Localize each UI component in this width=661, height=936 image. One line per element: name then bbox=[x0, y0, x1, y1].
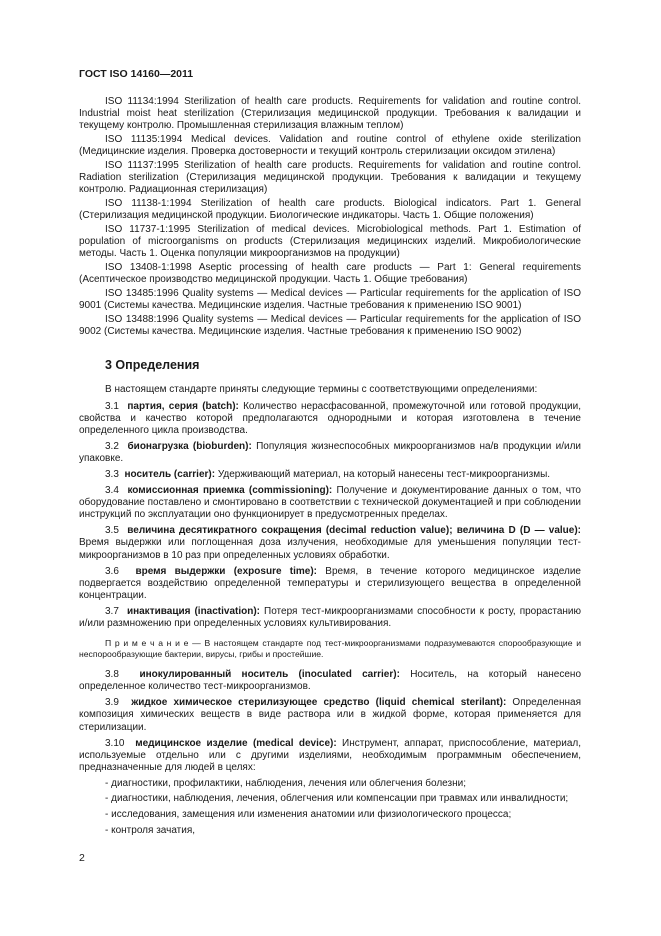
definition-3-6 bbox=[79, 566, 581, 602]
definition-term: медицинское изделие (medical device): bbox=[135, 737, 337, 749]
definition-number: 3.4 bbox=[105, 485, 119, 497]
reference-item: ISO 13408-1:1998 Aseptic processing of health care products — Part 1: General requirements (Асептическое производство медицинской продукции. Часть 1. Общие требования) bbox=[79, 262, 581, 286]
note: П р и м е ч а н и е — В настоящем стандарте под тест-микроорганизмами подразумеваются спорообразующие и неспорообразующие бактерии, вирусы, грибы и простейшие. bbox=[79, 638, 581, 660]
definition-3-1 bbox=[79, 401, 581, 437]
definition-term: бионагрузка (bioburden): bbox=[127, 440, 252, 452]
definition-term: носитель (carrier): bbox=[124, 469, 216, 481]
definition-text: Носитель, на который нанесено определенное количество тест-микроорганизмов. bbox=[79, 669, 582, 693]
definition-text: Популяция жизнеспособных микроорганизмов на/в продукции и/или упаковке. bbox=[79, 440, 581, 464]
reference-item: ISO 13488:1996 Quality systems — Medical devices — Particular requirements for the application of ISO 9002 (Системы качества. Медицинские изделия. Частные требования к применению ISO 9002) bbox=[79, 314, 581, 338]
definition-text: Инструмент, аппарат, приспособление, материал, используемые отдельно или с другими изделиями, необходимым программным обеспечением, предназначенные для людей в целях: bbox=[79, 737, 581, 773]
definition-term: жидкое химическое стерилизующее средство (liquid chemical sterilant): bbox=[131, 697, 507, 709]
purpose-list bbox=[79, 778, 581, 837]
definition-text: Определенная композиция химических веществ в виде раствора или в жидкой форме, которая применяется для стерилизации. bbox=[79, 697, 581, 733]
definition-3-9 bbox=[79, 697, 581, 733]
definition-text: Время выдержки или поглощенная доза излучения, необходимые для уменьшения популяции тест-микроорганизмов в 10 раз при определенных условиях обработки. bbox=[79, 537, 581, 561]
list-item: - исследования, замещения или изменения анатомии или физиологического процесса; bbox=[105, 809, 512, 821]
reference-item: ISO 11138-1:1994 Sterilization of health care products. Biological indicators. Part 1. General (Стерилизация медицинской продукции. Биологические индикаторы. Часть 1. Общие положения) bbox=[79, 198, 581, 222]
list-item: - контроля зачатия, bbox=[105, 824, 196, 836]
definition-term: партия, серия (batch): bbox=[127, 400, 239, 412]
definition-number: 3.1 bbox=[105, 400, 119, 412]
page-content bbox=[79, 96, 581, 840]
document-header: ГОСТ ISO 14160—2011 bbox=[79, 68, 194, 80]
definition-3-3 bbox=[79, 469, 581, 481]
definition-text: Удерживающий материал, на который нанесены тест-микроорганизмы. bbox=[215, 469, 551, 481]
definition-term: величина десятикратного сокращения (decimal reduction value); величина D (D — value): bbox=[127, 525, 582, 537]
normative-references bbox=[79, 96, 581, 338]
section-title: 3 Определения bbox=[105, 358, 200, 373]
definition-term: комиссионная приемка (commissioning): bbox=[127, 485, 333, 497]
reference-item: ISO 11737-1:1995 Sterilization of medical devices. Microbiological methods. Part 1. Estimation of population of microorganisms on products (Стерилизация медицинских изделий. Микробиологические методы. Часть 1. Оценка популяции микроорганизмов на продукции) bbox=[79, 224, 581, 260]
definition-text: Количество нерасфасованной, промежуточной или готовой продукции, свойства и качество которой предполагаются однородными и которая изготовлена в течение определенного цикла производства. bbox=[79, 400, 581, 436]
definition-number: 3.3 bbox=[105, 469, 119, 481]
definition-term: время выдержки (exposure time): bbox=[135, 565, 318, 577]
definition-term: инокулированный носитель (inoculated carrier): bbox=[139, 669, 400, 681]
list-item: - диагностики, наблюдения, лечения, облегчения или компенсации при травмах или инвалидности; bbox=[105, 793, 569, 805]
definition-number: 3.7 bbox=[105, 605, 119, 617]
definition-3-2 bbox=[79, 441, 581, 465]
page-number: 2 bbox=[79, 852, 85, 864]
definition-number: 3.9 bbox=[105, 697, 119, 709]
definition-text: Время, в течение которого медицинское изделие подвергается воздействию определенной температуры и стерилизующего вещества в определенной концентрации. bbox=[79, 565, 581, 601]
definition-text: Потеря тест-микроорганизмами способности к росту, прорастанию и/или размножению при определенных условиях культивирования. bbox=[79, 605, 582, 630]
definition-number: 3.6 bbox=[105, 565, 119, 577]
definition-3-7 bbox=[79, 606, 581, 630]
definition-number: 3.2 bbox=[105, 440, 119, 452]
definition-3-8 bbox=[79, 669, 581, 693]
definition-number: 3.5 bbox=[105, 525, 119, 537]
definition-number: 3.8 bbox=[105, 669, 119, 681]
definition-3-10 bbox=[79, 738, 581, 774]
section-intro: В настоящем стандарте приняты следующие термины с соответствующими определениями: bbox=[105, 384, 538, 396]
reference-item: ISO 11135:1994 Medical devices. Validation and routine control of ethylene oxide sterilization (Медицинские изделия. Проверка достоверности и текущий контроль стерилизации оксидом этилена) bbox=[79, 134, 581, 158]
definition-number: 3.10 bbox=[105, 737, 125, 749]
definition-3-4 bbox=[79, 485, 581, 521]
reference-item: ISO 13485:1996 Quality systems — Medical devices — Particular requirements for the application of ISO 9001 (Системы качества. Медицинские изделия. Частные требования к применению ISO 9001) bbox=[79, 288, 581, 312]
definition-3-5 bbox=[79, 525, 581, 561]
definitions bbox=[79, 384, 581, 836]
reference-item: ISO 11134:1994 Sterilization of health care products. Requirements for validation and routine control. Industrial moist heat sterilization (Стерилизация медицинской продукции. Требования к валидации и текущему контролю. Промышленная стерилизация влажным теплом) bbox=[79, 96, 581, 132]
reference-item: ISO 11137:1995 Sterilization of health care products. Requirements for validation and routine control. Radiation sterilization (Стерилизация медицинской продукции. Требования к валидации и текущему контролю. Радиационная стерилизация) bbox=[79, 160, 581, 196]
definition-text: Получение и документирование данных о том, что оборудование поставлено и смонтировано в соответствии с технической документацией и при соблюдении инструкций по эксплуатации оно функционирует в предусмотренных пределах. bbox=[79, 485, 581, 521]
definition-term: инактивация (inactivation): bbox=[126, 605, 261, 617]
list-item: - диагностики, профилактики, наблюдения, лечения или облегчения болезни; bbox=[105, 777, 466, 789]
